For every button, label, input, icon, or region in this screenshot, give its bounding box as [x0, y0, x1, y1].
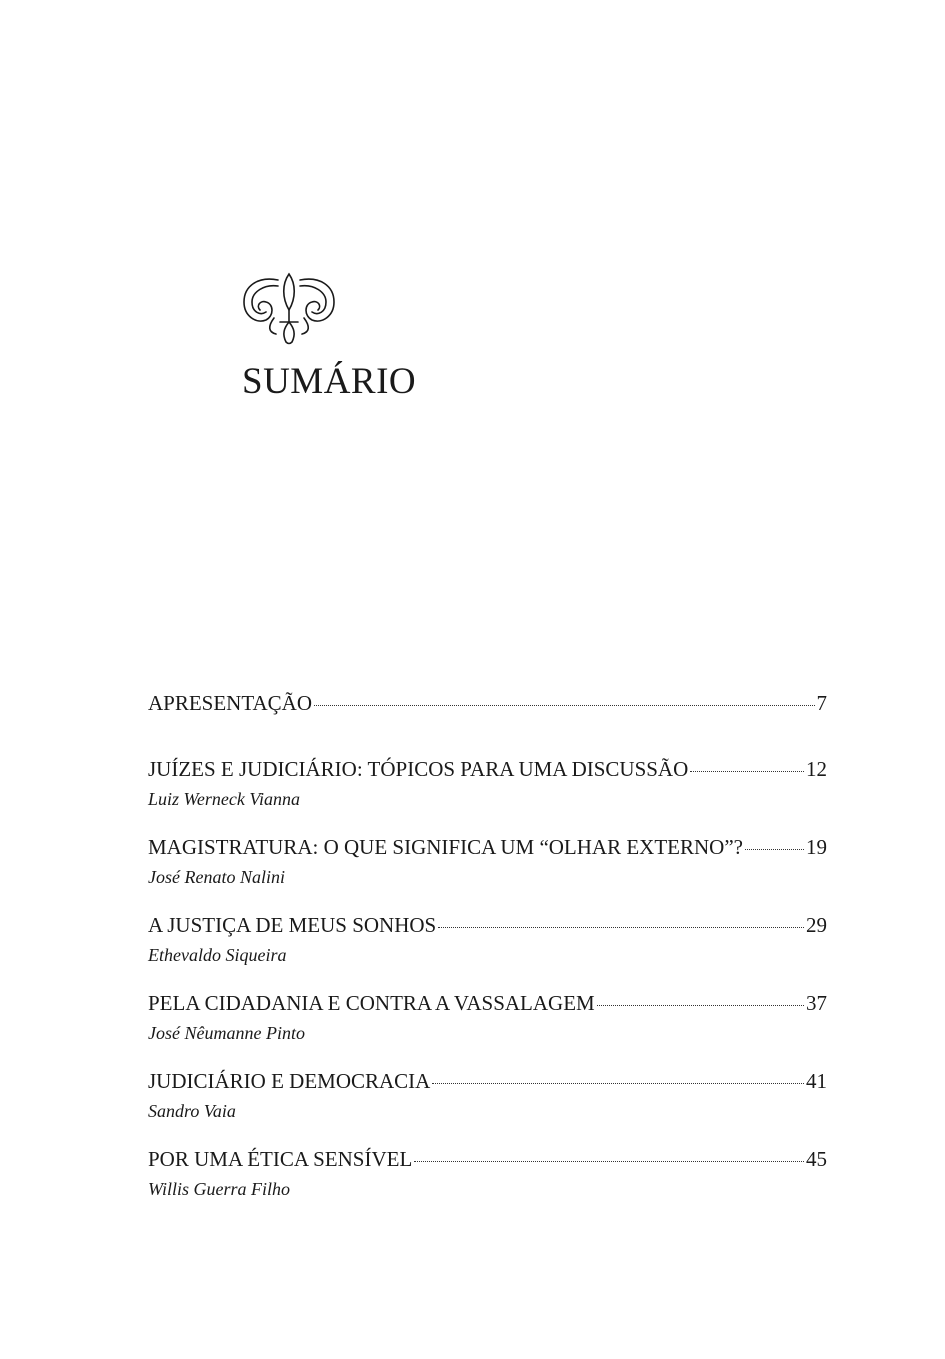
toc-entry — [148, 832, 827, 910]
toc-entry-title: POR UMA ÉTICA SENSÍVEL — [148, 1147, 413, 1171]
toc-entry-line[interactable] — [148, 910, 827, 940]
toc-entry-title: A JUSTIÇA DE MEUS SONHOS — [148, 913, 437, 937]
toc-entry-line[interactable] — [148, 988, 827, 1018]
toc-page-number: 29 — [806, 913, 827, 937]
toc-entry-author: Ethevaldo Siqueira — [148, 945, 287, 965]
page-title: SUMÁRIO — [242, 361, 417, 402]
toc-entry-line[interactable] — [148, 1066, 827, 1096]
toc-page-number: 45 — [806, 1147, 827, 1171]
dot-leader — [745, 849, 804, 850]
toc-entry-author: Willis Guerra Filho — [148, 1179, 291, 1199]
toc-entry-title: MAGISTRATURA: O QUE SIGNIFICA UM “OLHAR EXTERNO”? — [148, 835, 743, 859]
toc-entry-line[interactable] — [148, 754, 827, 784]
toc-entry — [148, 1066, 827, 1144]
toc-page-number: 37 — [806, 991, 827, 1015]
dot-leader — [690, 771, 804, 772]
toc-page-number: 12 — [806, 757, 827, 781]
toc-entry-title: JUÍZES E JUDICIÁRIO: TÓPICOS PARA UMA DISCUSSÃO — [148, 757, 689, 781]
toc-page-number: 19 — [806, 835, 827, 859]
toc-page-number: 7 — [816, 691, 827, 715]
toc-entry — [148, 910, 827, 988]
toc-entry-title: APRESENTAÇÃO — [148, 691, 313, 715]
toc-entry-title: JUDICIÁRIO E DEMOCRACIA — [148, 1069, 431, 1093]
dot-leader — [597, 1005, 804, 1006]
toc-entry — [148, 1144, 827, 1222]
toc-entry-author: José Renato Nalini — [148, 867, 285, 887]
dot-leader — [414, 1161, 804, 1162]
dot-leader — [432, 1083, 804, 1084]
dot-leader — [314, 705, 814, 706]
flourish-ornament-icon — [240, 272, 338, 346]
toc-entry-line[interactable] — [148, 688, 827, 718]
toc-entry-author: José Nêumanne Pinto — [148, 1023, 305, 1043]
dot-leader — [438, 927, 804, 928]
toc-entry — [148, 754, 827, 832]
table-of-contents — [148, 688, 827, 1222]
toc-entry-line[interactable] — [148, 1144, 827, 1174]
toc-entry-author: Sandro Vaia — [148, 1101, 236, 1121]
toc-entry-line[interactable] — [148, 832, 827, 862]
toc-entry-title: PELA CIDADANIA E CONTRA A VASSALAGEM — [148, 991, 595, 1015]
toc-entry — [148, 988, 827, 1066]
toc-entry-author: Luiz Werneck Vianna — [148, 789, 300, 809]
toc-page-number: 41 — [806, 1069, 827, 1093]
toc-entry — [148, 688, 827, 754]
